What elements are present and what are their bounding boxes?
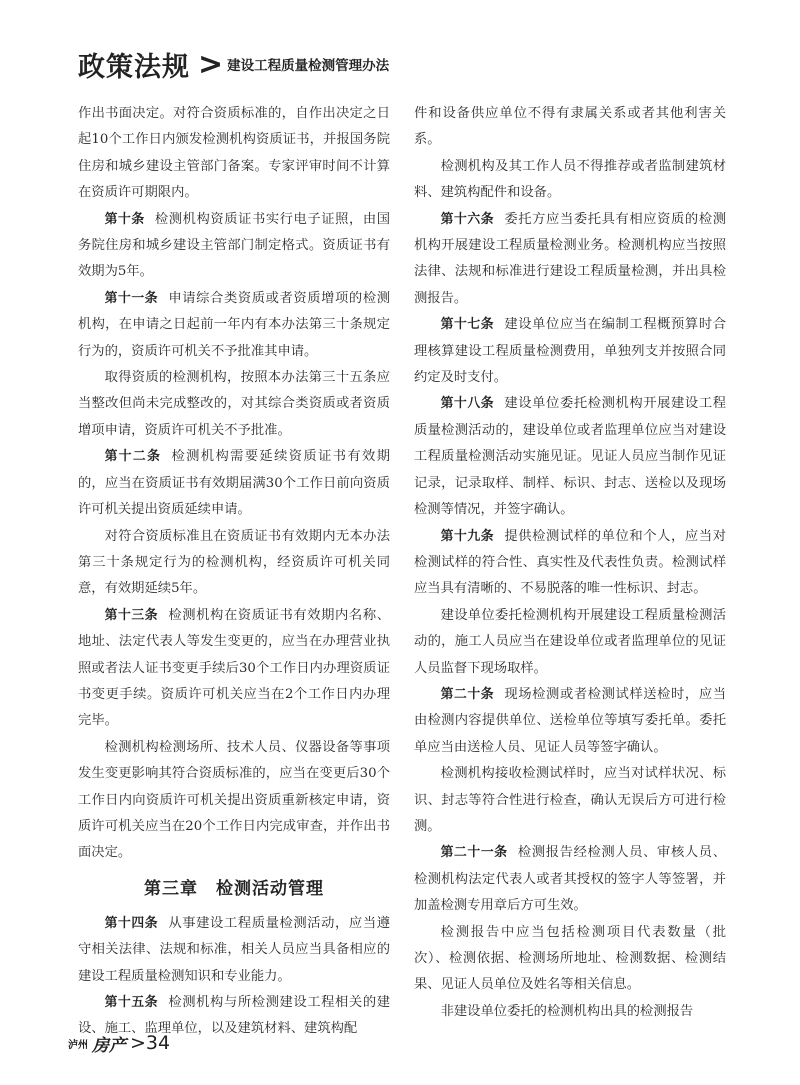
article-18 — [414, 391, 726, 523]
article-text: 检测机构与所检测建设工程相关的建设、施工、监理单位，以及建筑材料、建筑构配 — [78, 995, 391, 1037]
article-text: 建设单位委托检测机构开展建设工程质量检测活动的，建设单位或者监理单位应当对建设工程质量检测活动实施见证。见证人员应当制作见证记录，记录取样、制样、标识、封志、送检以及现场检测等情况，并签字确认。 — [414, 396, 727, 518]
article-label: 第十二条 — [104, 449, 162, 465]
article-text: 委托方应当委托具有相应资质的检测机构开展建设工程质量检测业务。检测机构应当按照法律、法规和标准进行建设工程质量检测，并出具检测报告。 — [414, 211, 727, 306]
magazine-city: 泸州 — [68, 1039, 88, 1051]
article-label: 第十六条 — [440, 211, 495, 227]
magazine-logo: 房产 — [92, 1035, 126, 1056]
paragraph: 作出书面决定。对符合资质标准的，自作出决定之日起10个工作日内颁发检测机构资质证书，并报国务院住房和城乡建设主管部门备案。专家评审时间不计算在资质许可期限内。 — [78, 106, 390, 201]
article-text: 从事建设工程质量检测活动，应当遵守相关法律、法规和标准，相关人员应当具备相应的建设工程质量检测知识和专业能力。 — [78, 915, 391, 984]
paragraph: 建设单位委托检测机构开展建设工程质量检测活动的，施工人员应当在建设单位或者监理单位的见证人员监督下现场取样。 — [414, 607, 726, 676]
page-header — [78, 44, 389, 84]
article-label: 第二十条 — [440, 686, 495, 702]
paragraph: 对符合资质标准且在资质证书有效期内无本办法第三十条规定行为的检测机构，经资质许可机关同意，有效期延续5年。 — [78, 528, 390, 597]
article-label: 第十一条 — [104, 290, 159, 306]
document-title: 建设工程质量检测管理办法 — [227, 58, 390, 74]
paragraph: 检测机构接收检测试样时，应当对试样状况、标识、封志等符合性进行检查，确认无误后方可进行检测。 — [414, 766, 726, 834]
page-footer — [68, 1030, 170, 1056]
right-column — [414, 101, 726, 1025]
paragraph: 检测机构及其工作人员不得推荐或者监制建筑材料、建筑构配件和设备。 — [414, 158, 726, 201]
article-14 — [78, 911, 390, 990]
article-text: 提供检测试样的单位和个人，应当对检测试样的符合性、真实性及代表性负责。检测试样应当具有清晰的、不易脱落的唯一性标识、封志。 — [414, 528, 727, 597]
article-label: 第十五条 — [104, 995, 159, 1010]
chapter-heading: 第三章 检测活动管理 — [144, 878, 324, 899]
article-label: 第十三条 — [104, 607, 159, 623]
paragraph: 件和设备供应单位不得有隶属关系或者其他利害关系。 — [414, 106, 726, 148]
article-label: 第十八条 — [440, 396, 495, 412]
paragraph: 检测机构检测场所、技术人员、仪器设备等事项发生变更影响其符合资质标准的，应当在变更后30个工作日内向资质许可机关提出资质重新核定申请，资质许可机关应当在20个工作日内完成审查，并作出书面决定。 — [78, 739, 390, 861]
article-19 — [414, 524, 726, 603]
article-10 — [78, 207, 390, 286]
article-label: 第十九条 — [440, 528, 495, 544]
article-17 — [414, 312, 726, 391]
article-11 — [78, 286, 390, 365]
article-text: 检测机构在资质证书有效期内名称、地址、法定代表人等发生变更的，应当在办理营业执照或者法人证书变更手续后30个工作日内办理资质证书变更手续。资质许可机关应当在2个工作日内办理完毕。 — [78, 607, 391, 729]
paragraph: 非建设单位委托的检测机构出具的检测报告 — [440, 1003, 694, 1019]
article-text: 申请综合类资质或者资质增项的检测机构，在申请之日起前一年内有本办法第三十条规定行为的，资质许可机关不予批准其申请。 — [78, 290, 391, 359]
section-title: 政策法规 — [78, 51, 190, 83]
article-text: 检测报告经检测人员、审核人员、检测机构法定代表人或者其授权的签字人等签署，并加盖检测专用章后方可生效。 — [414, 845, 727, 914]
page-number: >34 — [130, 1032, 171, 1054]
article-12 — [78, 444, 390, 523]
left-column — [78, 101, 390, 1043]
paragraph: 检测报告中应当包括检测项目代表数量（批次）、检测依据、检测场所地址、检测数据、检测结果、见证人员单位及姓名等相关信息。 — [414, 924, 726, 993]
article-21 — [414, 840, 726, 919]
article-label: 第十条 — [104, 211, 145, 227]
article-text: 检测机构资质证书实行电子证照，由国务院住房和城乡建设主管部门制定格式。资质证书有效期为5年。 — [78, 211, 391, 280]
article-label: 第十七条 — [440, 317, 495, 333]
article-text: 建设单位应当在编制工程概预算时合理核算建设工程质量检测费用，单独列支并按照合同约定及时支付。 — [414, 317, 727, 386]
paragraph: 取得资质的检测机构，按照本办法第三十五条应当整改但尚未完成整改的，对其综合类资质或者资质增项申请，资质许可机关不予批准。 — [78, 370, 390, 438]
article-16 — [414, 207, 726, 313]
article-13 — [78, 603, 390, 735]
article-20 — [414, 682, 726, 761]
article-text: 检测机构需要延续资质证书有效期的，应当在资质证书有效期届满30个工作日前向资质许可机关提出资质延续申请。 — [78, 449, 391, 518]
chevron-right-icon: > — [198, 46, 224, 82]
article-label: 第十四条 — [104, 915, 159, 931]
article-label: 第二十一条 — [440, 845, 508, 861]
article-text: 现场检测或者检测试样送检时，应当由检测内容提供单位、送检单位等填写委托单。委托单应当由送检人员、见证人员等签字确认。 — [414, 686, 727, 755]
